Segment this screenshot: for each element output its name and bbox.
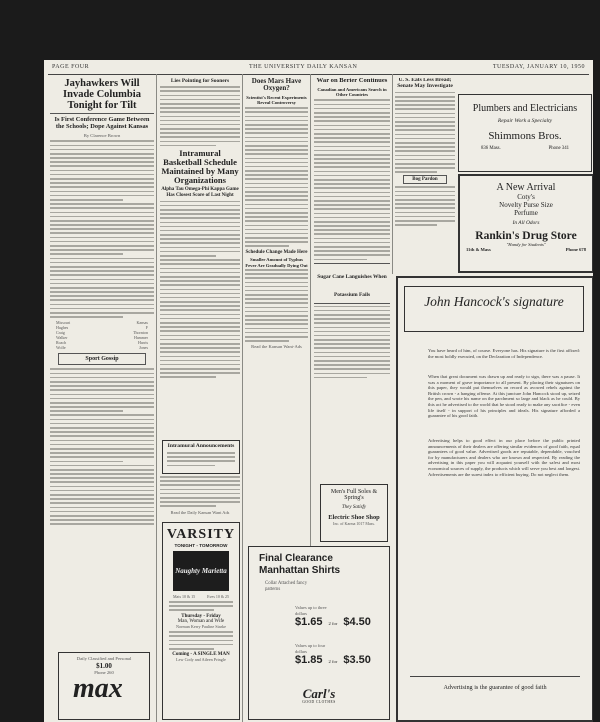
plumbers-address: 836 Mass. xyxy=(481,146,501,151)
column-science xyxy=(245,78,308,544)
price-single: $1.85 xyxy=(295,654,323,667)
manhattan-title: Final Clearance Manhattan Shirts xyxy=(259,553,341,576)
read-want-ads-footer: Read the Kansan Want-Ads xyxy=(251,344,302,350)
varsity-feature: Naughty Marietta xyxy=(173,551,229,591)
plumbers-ad xyxy=(458,94,592,172)
subhead-typhus: Smaller Amount of Typhus Fever Are Gradually Dying Out xyxy=(245,257,308,268)
byline: By Clarence Brown xyxy=(83,132,121,138)
max-logo: max xyxy=(73,673,123,705)
headline-jayhawkers: Jayhawkers Will Invade Columbia Tonight for Tilt xyxy=(63,78,141,112)
headline-schedule: Schedule Change Made Here xyxy=(245,249,308,255)
headline-berier: War on Berier Continues xyxy=(316,78,388,84)
headline-sooners: Lies Pointing for Sooners xyxy=(170,78,230,84)
plumbers-phone: Phone 341 xyxy=(548,146,569,151)
classified-line: Daily Classified and Personal xyxy=(76,656,132,661)
subhead-jayhawkers: Is First Conference Game Between the Schools; Dope Against Kansas xyxy=(54,116,150,131)
shoe-shop-address: Inc. of Karma 1017 Mass. xyxy=(333,521,375,526)
column-berier xyxy=(314,78,390,544)
hancock-para2: When that great document was drawn up and ready to sign, there was a pause. It was a moment of grave importance to all present. By placing their signatures on this paper, they would put themselves on record as avowed rebels against the British crown - a hanging offense. At this juncture John Hancock stood up, seized the pen, and wrote his name on the parchment so large and black as he could. By this act he advertised to the world that he stood ready to make any sacrifice - even life itself - in support of his principles and ideals. His signature afforded a guarantee of his good faith. xyxy=(428,374,580,419)
paper-name: THE UNIVERSITY DAILY KANSAN xyxy=(249,64,358,70)
read-want-ads: Read the Daily Kansan Want Ads xyxy=(170,509,230,515)
newspaper-page xyxy=(44,60,593,722)
hancock-ad xyxy=(396,276,593,722)
bog-pardon-box: Bog Pardon xyxy=(403,175,447,184)
thursday-cast: Norman Kerry Pauline Starke xyxy=(176,623,226,629)
rankin-line3: Novelty Purse Size xyxy=(499,201,553,209)
column-divider xyxy=(156,74,157,722)
column-divider xyxy=(310,74,311,559)
hancock-footer: Advertising is the guarantee of good faith xyxy=(443,684,547,691)
rankin-line1: A New Arrival xyxy=(496,182,556,193)
matinee-price: Mats 10 & 15 xyxy=(173,594,196,599)
manhattan-shirts-ad xyxy=(248,546,390,720)
plumbers-title: Plumbers and Electricians xyxy=(472,103,578,114)
headline-sugar: Sugar Cane Languishes When Potassium Fails xyxy=(317,273,387,299)
shoe-ad-sub: They Satisfy xyxy=(341,505,367,510)
manhattan-sub: Collar Attached fancy patterns xyxy=(265,581,308,592)
price-pair: $3.50 xyxy=(343,654,371,667)
classified-phone: Phone 260 xyxy=(94,669,114,675)
plumbers-tagline: Repair Work a Specialty xyxy=(497,118,553,124)
price-pair: $4.50 xyxy=(343,616,371,629)
headline-intramural: Intramural Basketball Schedule Maintained by Many Organizations xyxy=(161,148,239,186)
electric-shoe-shop-ad xyxy=(320,484,388,542)
price-single: $1.65 xyxy=(295,616,323,629)
column-divider xyxy=(242,74,243,722)
varsity-theater-ad xyxy=(162,522,240,720)
rankin-tagline: "Handy for Students" xyxy=(506,242,546,247)
rankin-drug-store-ad xyxy=(458,174,593,273)
page-label: PAGE FOUR xyxy=(52,64,90,70)
rankin-store-name: Rankin's Drug Store xyxy=(475,230,577,242)
column-intramural xyxy=(160,78,240,438)
article-body xyxy=(50,140,154,317)
intramural-announcements: Intramural Announcements xyxy=(162,440,240,474)
headline-bread: U. S. Eats Less Bread; Senate May Investigate xyxy=(397,78,453,89)
column-sports xyxy=(50,78,154,722)
classified-price: $1.00 xyxy=(96,661,112,670)
rankin-line2: Coty's xyxy=(517,193,535,201)
evening-price: Eves 10 & 25 xyxy=(207,594,229,599)
subhead-berier: Canadian and Americans Search in Other Countries xyxy=(317,86,387,98)
coming-cast: Lew Cody and Aileen Pringle xyxy=(176,657,226,663)
subhead-intramural: Alpha Tau Omega-Phi Kappa Game Has Closest Score of Last Night xyxy=(161,187,239,198)
issue-date: TUESDAY, JANUARY 10, 1950 xyxy=(492,64,585,70)
classified-ad xyxy=(58,652,150,720)
hancock-para3: Advertising helps to good effect in our place before the public printed announcements of their dealers are offering similar evidences of good faith, equal guarantees of good value. Advertised goods are reputable, dependable, vouched for by manufacturers and dealers who are known and respected. By reading the advertising in this paper you will acquaint yourself with the safest and most economical sources of supply, the products which will serve you best and longest. Advertisements are the surest index to efficient buying. Do not neglect them. xyxy=(428,438,580,477)
varsity-dates: TONIGHT - TOMORROW xyxy=(174,543,228,548)
shoe-shop-name: Electric Shoe Shop xyxy=(328,514,380,521)
plumbers-name: Shimmons Bros. xyxy=(488,130,562,142)
rankin-phone: Phone 678 xyxy=(565,247,586,252)
article-body xyxy=(50,368,154,525)
sport-gossip-box: Sport Gossip xyxy=(58,353,146,365)
carls-logo: Carl's GOOD CLOTHES xyxy=(302,686,336,704)
hancock-title: John Hancock's signature xyxy=(404,286,584,332)
shoe-ad-title: Men's Full Soles & Spring's xyxy=(330,489,378,501)
header-rule xyxy=(48,74,589,75)
column-divider xyxy=(392,74,393,274)
subhead-mars: Scientist's Recent Experiments Reveal Controversy xyxy=(246,94,307,105)
varsity-title: VARSITY xyxy=(166,527,236,542)
thursday-line: Thursday - Friday xyxy=(181,613,221,619)
price-row-2: Values up to four dollars $1.85 2 for $3.50 xyxy=(295,643,371,667)
rankin-line4: Perfume xyxy=(514,209,538,217)
rankin-line5: In All Odors xyxy=(512,220,540,226)
thursday-feature: Man, Woman and Wife xyxy=(177,618,225,624)
column-bread xyxy=(395,78,455,268)
price-row-1: Values up to three dollars $1.65 2 for $4.50 xyxy=(295,605,371,629)
rankin-corner: 11th & Mass xyxy=(466,247,491,252)
coming-line: Coming - A SINGLE MAN xyxy=(172,652,230,658)
headline-mars: Does Mars Have Oxygen? xyxy=(251,78,302,93)
hancock-para1: You have heard of him, of course. Everyone has. His signature is the first affixed: the most boldly executed, on the Declaration of Independence. xyxy=(428,348,580,359)
page-header xyxy=(44,62,593,74)
lineup-table: Missouri Kansas Hughes F Craig Thornton Walker Hammer Roach Harris Wolfe Jones xyxy=(56,320,148,351)
